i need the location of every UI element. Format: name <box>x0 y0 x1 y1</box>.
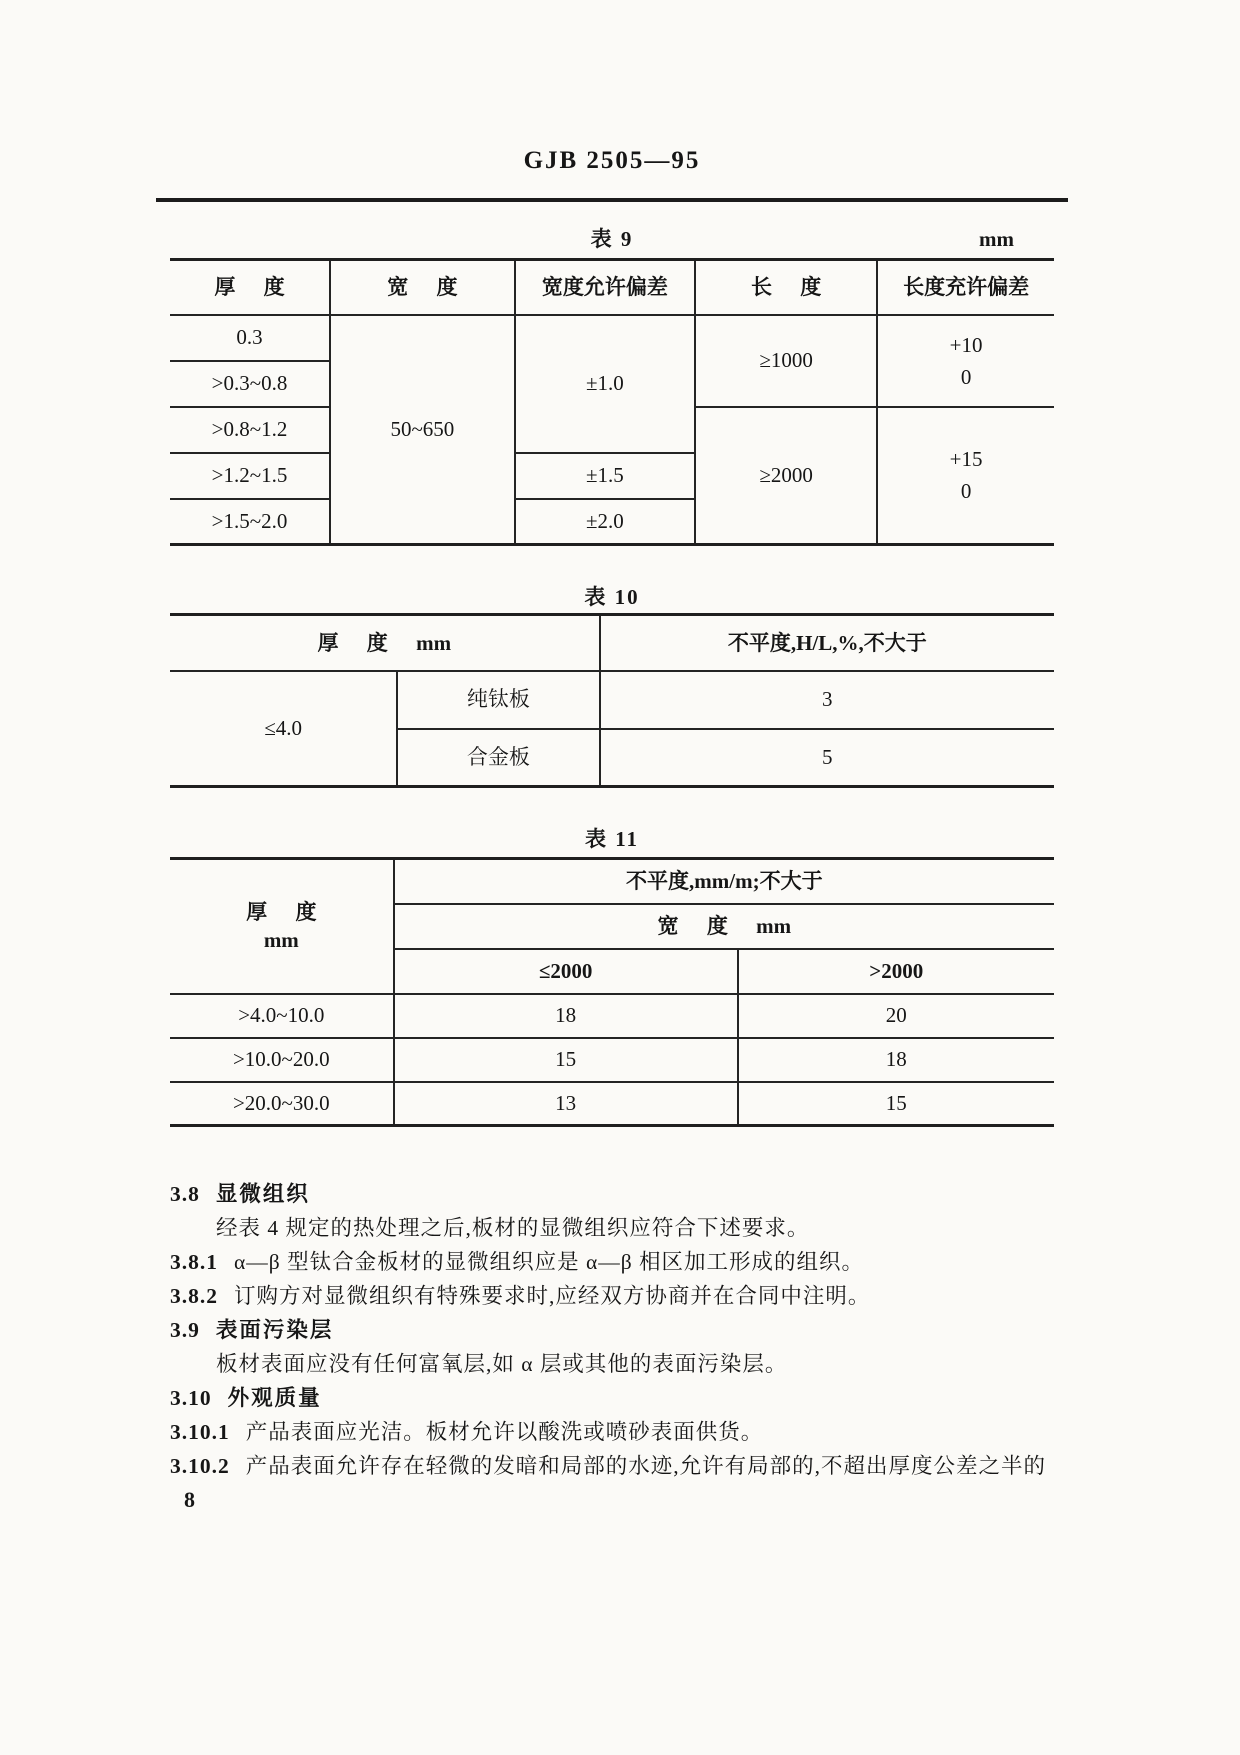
t9-width-value: 50~650 <box>330 315 515 545</box>
table9 <box>170 258 1054 546</box>
table9-header-row <box>170 260 1054 315</box>
t11-header-flatness: 不平度,mm/m;不大于 <box>394 859 1054 904</box>
t9-thickness-0: 0.3 <box>170 315 330 361</box>
table-row <box>170 1082 1054 1126</box>
t9-header-length-tolerance: 长度充许偏差 <box>877 260 1054 315</box>
t10-thickness-value: ≤4.0 <box>170 671 397 787</box>
table11-header-row1 <box>170 859 1054 904</box>
t11-header-width-le2000: ≤2000 <box>394 949 738 994</box>
t9-header-width: 宽 度 <box>330 260 515 315</box>
table11-caption: 表 11 <box>584 827 640 851</box>
t9-length-tol-0 <box>877 315 1054 407</box>
clauses-block <box>170 1177 1054 1517</box>
t9-length-1: ≥2000 <box>695 407 877 545</box>
table10-caption: 表 10 <box>584 585 640 609</box>
clause-3-10-heading <box>170 1381 1054 1415</box>
clause-number: 3.8.1 <box>170 1250 218 1274</box>
t11-thickness-0: >4.0~10.0 <box>170 994 394 1038</box>
t11-v2-0: 20 <box>738 994 1054 1038</box>
t11-v1-1: 15 <box>394 1038 738 1082</box>
t11-header-width: 宽 度 mm <box>394 904 1054 949</box>
t9-header-width-tolerance: 宽度允许偏差 <box>515 260 695 315</box>
t9-length-tol-1 <box>877 407 1054 545</box>
table-row <box>170 315 1054 361</box>
t9-header-thickness: 厚 度 <box>170 260 330 315</box>
t11-v1-0: 18 <box>394 994 738 1038</box>
header-rule <box>156 198 1068 202</box>
page-content <box>170 0 1054 1517</box>
clause-number: 3.8.2 <box>170 1284 218 1308</box>
t10-type-1: 合金板 <box>397 729 599 787</box>
table11 <box>170 857 1054 1127</box>
t11-thickness-2: >20.0~30.0 <box>170 1082 394 1126</box>
clause-3-10-1: 3.10.1 产品表面应光洁。板材允许以酸洗或喷砂表面供货。 <box>170 1420 764 1444</box>
table10-caption-row <box>170 584 1054 610</box>
t10-header-thickness: 厚 度 mm <box>170 615 600 671</box>
t11-v2-2: 15 <box>738 1082 1054 1126</box>
t9-length-0: ≥1000 <box>695 315 877 407</box>
t9-width-tol-1: ±1.5 <box>515 453 695 499</box>
table9-caption: 表 9 <box>590 227 634 251</box>
clause-3-9-heading <box>170 1313 1054 1347</box>
t11-v1-2: 13 <box>394 1082 738 1126</box>
t10-value-0: 3 <box>600 671 1054 729</box>
table-row <box>170 994 1054 1038</box>
table10-header-row <box>170 615 1054 671</box>
table11-caption-row <box>170 826 1054 852</box>
t10-value-1: 5 <box>600 729 1054 787</box>
table9-unit-label: mm <box>979 227 1014 251</box>
t9-header-length: 长 度 <box>695 260 877 315</box>
t9-width-tol-0: ±1.0 <box>515 315 695 453</box>
clause-3-8-1: 3.8.1 α—β 型钛合金板材的显微组织应是 α—β 相区加工形成的组织。 <box>170 1250 865 1274</box>
t11-thickness-1: >10.0~20.0 <box>170 1038 394 1082</box>
clause-number: 3.8 <box>170 1182 200 1206</box>
clause-3-9-paragraph: 板材表面应没有任何富氧层,如 α 层或其他的表面污染层。 <box>216 1352 788 1376</box>
table9-caption-row <box>170 226 1054 252</box>
t9-length-tol-0-lower: 0 <box>960 364 972 389</box>
t11-v2-1: 18 <box>738 1038 1054 1082</box>
t11-header-thickness <box>170 859 394 994</box>
clause-3-10-2: 3.10.2 产品表面允许存在轻微的发暗和局部的水迹,允许有局部的,不超出厚度公差之半的 <box>170 1454 1047 1478</box>
clause-3-8-2: 3.8.2 订购方对显微组织有特殊要求时,应经双方协商并在合同中注明。 <box>170 1284 871 1308</box>
clause-number: 3.10.1 <box>170 1420 230 1444</box>
t9-thickness-3: >1.2~1.5 <box>170 453 330 499</box>
clause-title: 显微组织 <box>215 1182 310 1206</box>
clause-3-8-paragraph: 经表 4 规定的热处理之后,板材的显微组织应符合下述要求。 <box>216 1216 810 1240</box>
t10-header-flatness: 不平度,H/L,%,不大于 <box>600 615 1054 671</box>
t9-length-tol-1-lower: 0 <box>960 479 972 504</box>
table-row <box>170 1038 1054 1082</box>
t9-thickness-4: >1.5~2.0 <box>170 499 330 545</box>
standard-number-title: GJB 2505—95 <box>523 147 701 174</box>
clause-number: 3.10 <box>170 1386 212 1410</box>
clause-number: 3.10.2 <box>170 1454 230 1478</box>
t9-width-tol-2: ±2.0 <box>515 499 695 545</box>
table10 <box>170 613 1054 788</box>
t9-thickness-1: >0.3~0.8 <box>170 361 330 407</box>
t10-type-0: 纯钛板 <box>397 671 599 729</box>
t11-header-width-gt2000: >2000 <box>738 949 1054 994</box>
clause-3-8-heading <box>170 1177 1054 1211</box>
clause-title: 外观质量 <box>227 1386 322 1410</box>
t9-thickness-2: >0.8~1.2 <box>170 407 330 453</box>
t9-length-tol-1-upper: +15 <box>949 447 983 472</box>
t9-length-tol-0-upper: +10 <box>949 332 983 357</box>
clause-title: 表面污染层 <box>215 1318 334 1342</box>
t11-header-thickness-unit: mm <box>263 928 299 953</box>
table-row <box>170 671 1054 729</box>
page-number: 8 <box>184 1487 195 1512</box>
t11-header-thickness-text: 厚 度 <box>246 900 317 925</box>
clause-number: 3.9 <box>170 1318 200 1342</box>
